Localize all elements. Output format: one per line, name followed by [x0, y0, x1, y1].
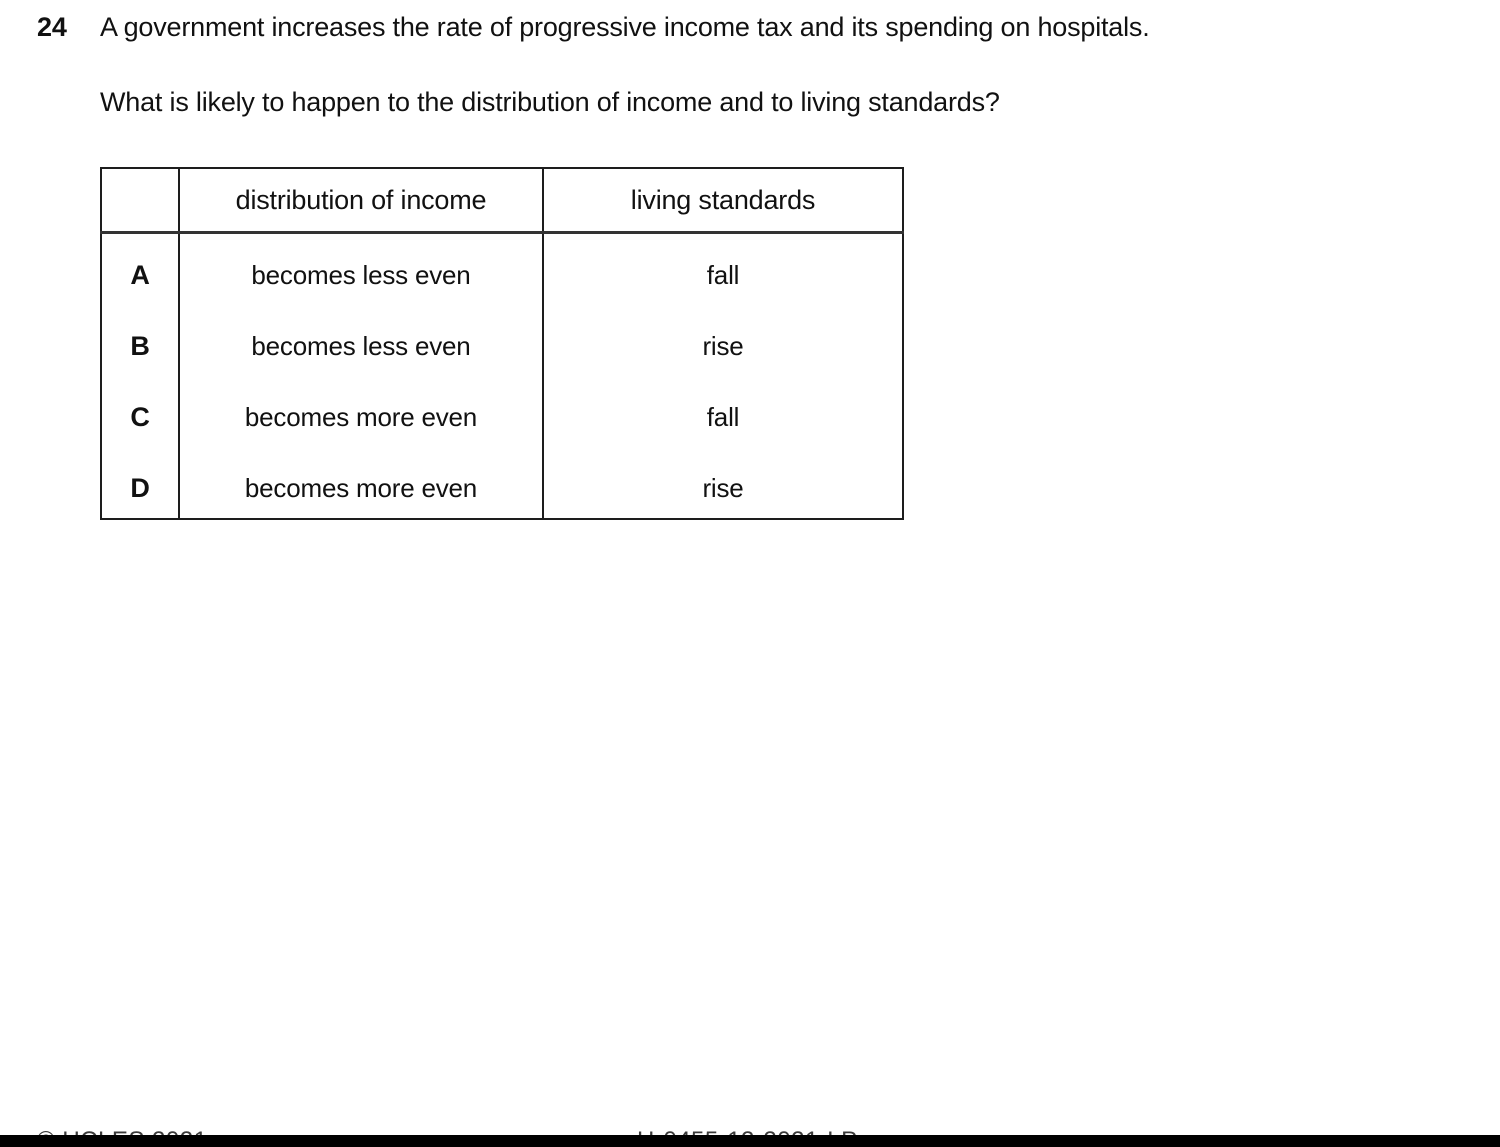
table-header-row — [101, 168, 903, 233]
header-option-column — [101, 168, 179, 233]
question-number: 24 — [37, 12, 67, 42]
header-living-standards: living standards — [543, 168, 903, 233]
table-row-option-d — [101, 447, 903, 519]
option-letter-a: A — [101, 233, 179, 306]
row-b-living-standards: rise — [543, 305, 903, 376]
question-prompt: What is likely to happen to the distribution of income and to living standards? — [100, 87, 1000, 117]
answer-options-table — [100, 167, 904, 520]
row-c-living-standards: fall — [543, 376, 903, 447]
table-row-option-a — [101, 233, 903, 306]
row-d-distribution-of-income: becomes more even — [179, 447, 543, 519]
row-d-living-standards: rise — [543, 447, 903, 519]
row-c-distribution-of-income: becomes more even — [179, 376, 543, 447]
row-a-living-standards: fall — [543, 233, 903, 306]
option-letter-b: B — [101, 305, 179, 376]
footer-black-bar — [0, 1135, 1500, 1147]
header-distribution-of-income: distribution of income — [179, 168, 543, 233]
table-row-option-b — [101, 305, 903, 376]
row-b-distribution-of-income: becomes less even — [179, 305, 543, 376]
question-stem: A government increases the rate of progressive income tax and its spending on hospitals. — [100, 12, 1150, 42]
table-row-option-c — [101, 376, 903, 447]
row-a-distribution-of-income: becomes less even — [179, 233, 543, 306]
option-letter-d: D — [101, 447, 179, 519]
option-letter-c: C — [101, 376, 179, 447]
